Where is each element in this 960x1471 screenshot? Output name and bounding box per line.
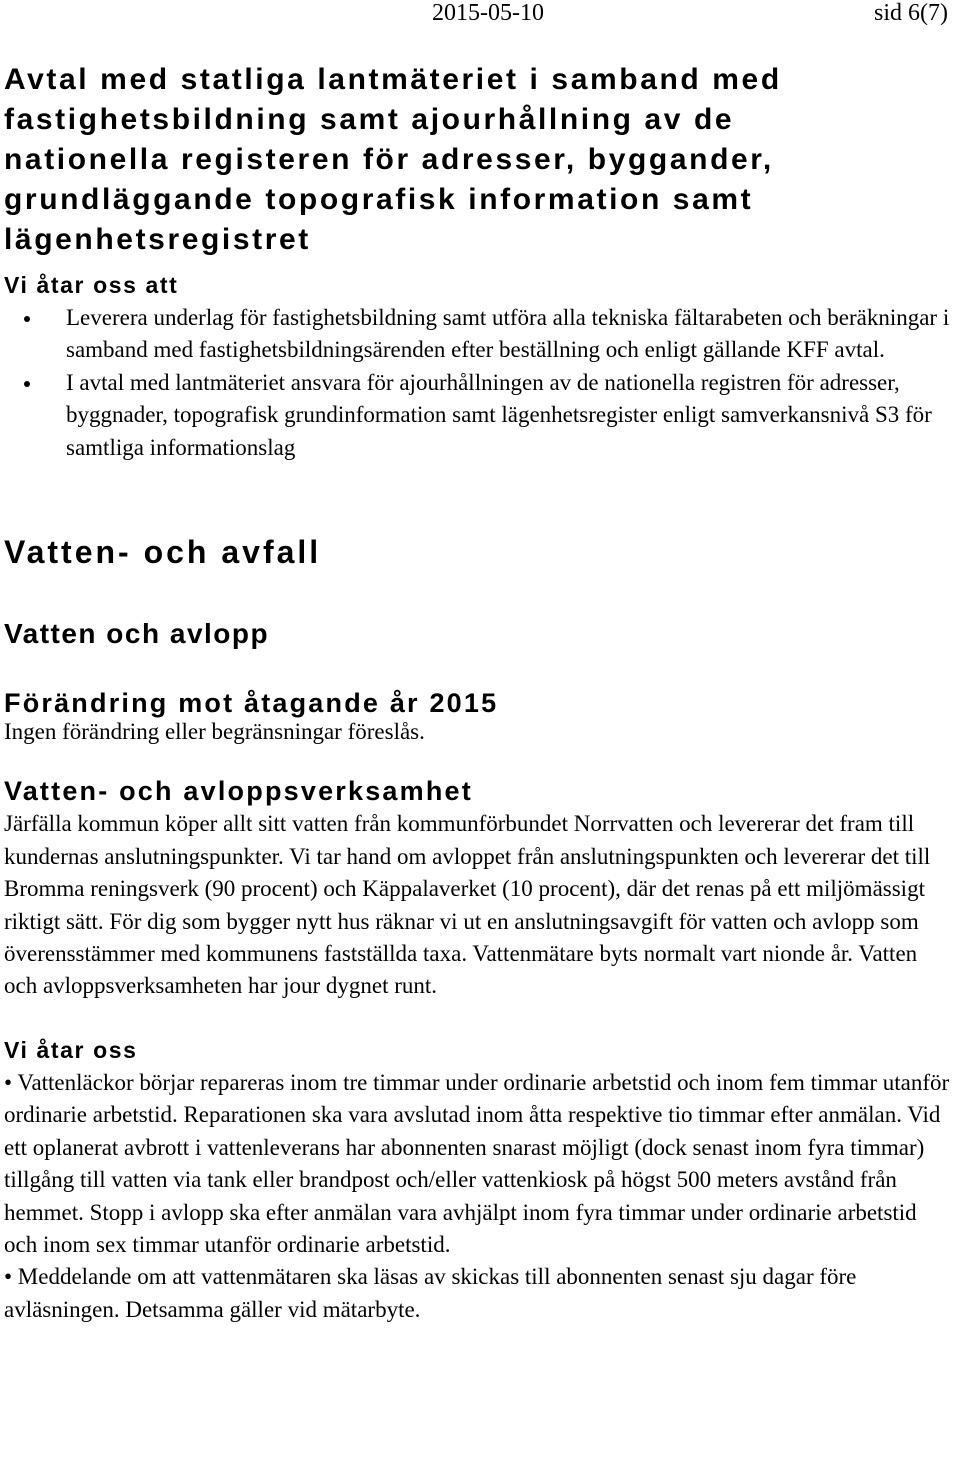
- section-vatten-avfall: [4, 532, 954, 1326]
- section-lantmateriet: [4, 60, 954, 464]
- heading-line: nationella registeren för adresser, byggander,: [4, 143, 774, 176]
- heading-line: grundläggande topografisk information samt: [4, 183, 754, 216]
- document-body: [4, 56, 954, 1326]
- section-heading: Vatten- och avfall: [4, 534, 322, 571]
- list-item: [4, 367, 954, 464]
- list-item-text: Leverera underlag för fastighetsbildning samt utföra alla tekniska fältarabeten och beräkningar i samband med fastighetsbildningsärenden efter beställning och enligt gällande KFF avtal.: [66, 305, 950, 363]
- commitment-heading: Vi åtar oss: [4, 1036, 138, 1063]
- section-heading: [4, 60, 954, 260]
- list-item: [4, 302, 954, 367]
- commitment-list: [4, 302, 954, 464]
- bullet-icon: [24, 316, 30, 322]
- commitment-item: • Meddelande om att vattenmätaren ska läsas av skickas till abonnenten senast sju dagar före avläsningen. Detsamma gäller vid mätarbyte.: [4, 1264, 857, 1322]
- heading-line: Avtal med statliga lantmäteriet i samband med: [4, 63, 782, 96]
- page-header: [0, 0, 960, 30]
- commitment-item: • Vattenläckor börjar repareras inom tre timmar under ordinarie arbetstid och inom fem timmar utanför ordinarie arbetstid. Reparationen ska vara avslutad inom åtta respektive tio timmar efter anmälan. Vid ett oplanerat avbrott i vattenleverans har abonnenten snarast möjligt (dock senast inom fyra timmar) tillgång till vatten via tank eller brandpost och/eller vattenkiosk på högst 500 meters avstånd från hemmet. Stopp i avlopp ska efter anmälan vara avhjälpt inom fyra timmar under ordinarie arbetstid och inom sex timmar utanför ordinarie arbetstid.: [4, 1069, 950, 1257]
- heading-line: lägenhetsregistret: [4, 223, 311, 256]
- commitment-heading: Vi åtar oss att: [4, 272, 179, 298]
- list-item-text: I avtal med lantmäteriet ansvara för ajourhållningen av de nationella registren för adresser, byggnader, topografisk grundinformation samt lägenhetsregister enligt samverkansnivå S3 för samtliga informationslag: [66, 369, 932, 460]
- activity-heading: Vatten- och avloppsverksamhet: [4, 776, 473, 807]
- header-page-number: sid 6(7): [874, 0, 948, 26]
- header-date: 2015-05-10: [432, 0, 544, 26]
- change-text: Ingen förändring eller begränsningar föreslås.: [4, 719, 425, 745]
- subsection-heading: Vatten och avlopp: [4, 618, 270, 650]
- bullet-icon: [24, 381, 30, 387]
- activity-text: Järfälla kommun köper allt sitt vatten från kommunförbundet Norrvatten och levererar det fram till kundernas anslutningspunkter. Vi tar hand om avloppet från anslutningspunkten och levererar det till Bromma reningsverk (90 procent) och Käppalaverket (10 procent), där det renas på ett miljömässigt riktigt sätt. För dig som bygger nytt hus räknar vi ut en anslutningsavgift för vatten och avlopp som överensstämmer med kommunens fastställda taxa. Vattenmätare byts normalt vart nionde år. Vatten och avloppsverksamheten har jour dygnet runt.: [4, 811, 931, 999]
- heading-line: fastighetsbildning samt ajourhållning av de: [4, 103, 735, 136]
- change-heading: Förändring mot åtagande år 2015: [4, 688, 499, 719]
